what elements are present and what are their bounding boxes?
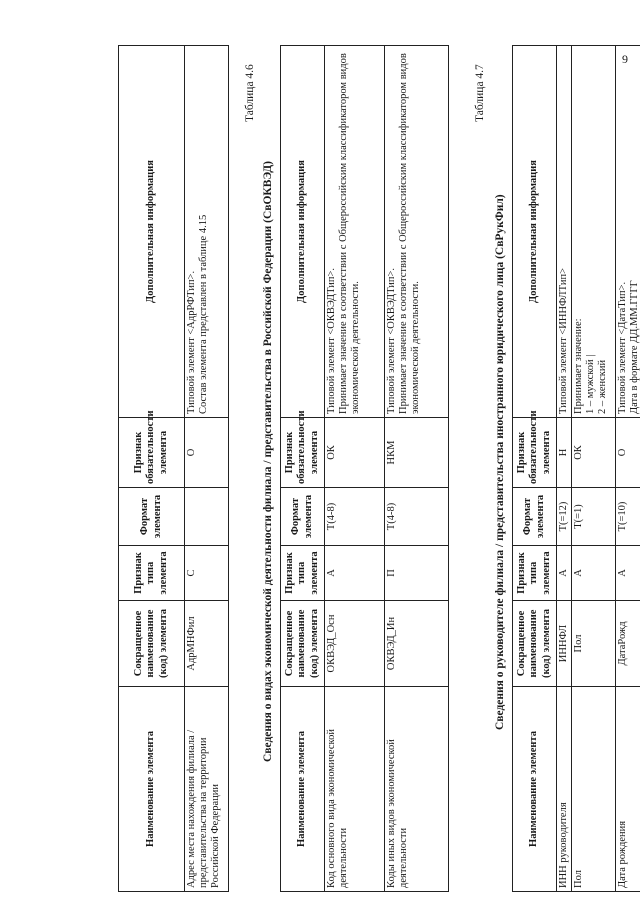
- cell-type: А: [616, 546, 640, 601]
- cell-name: ИНН руководителя: [557, 687, 572, 892]
- cell-info: Принимает значение: 1 – мужской | 2 – женский: [572, 46, 616, 418]
- table-header-row: [513, 46, 557, 892]
- col-header-code: Сокращенное наименование (код) элемента: [119, 601, 185, 687]
- cell-info: Типовой элемент <ДатаТип>. Дата в формате ДД.ММ.ГГГГ: [616, 46, 640, 418]
- cell-name: Адрес места нахождения филиала / представительства на территории Российской Федерации: [185, 687, 229, 892]
- cell-code: Пол: [572, 601, 616, 687]
- cell-required: О: [185, 418, 229, 488]
- col-header-code: Сокращенное наименование (код) элемента: [281, 601, 325, 687]
- col-header-name: Наименование элемента: [513, 687, 557, 892]
- cell-info: Типовой элемент <АдрРФТип>. Состав элемента представлен в таблице 4.15: [185, 46, 229, 418]
- col-header-info: Дополнительная информация: [119, 46, 185, 418]
- table-header-row: [119, 46, 185, 892]
- cell-code: ОКВЭД_Ин: [385, 601, 449, 687]
- cell-format: T(=1): [572, 488, 616, 546]
- table-head-person: [512, 45, 640, 892]
- col-header-type: Признак типа элемента: [119, 546, 185, 601]
- cell-type: А: [572, 546, 616, 601]
- page-number: 9: [622, 52, 628, 66]
- cell-name: Код основного вида экономической деятельности: [325, 687, 385, 892]
- col-header-required: Признак обязательности элемента: [281, 418, 325, 488]
- table-address: [118, 45, 229, 892]
- table-label: Таблица 4.7: [474, 64, 486, 122]
- cell-required: О: [616, 418, 640, 488]
- table-row: [185, 46, 229, 892]
- col-header-required: Признак обязательности элемента: [119, 418, 185, 488]
- cell-info: Типовой элемент <ОКВЭДТип>. Принимает значение в соответствии с Общероссийским классификатором видов экономической деятельности.: [385, 46, 449, 418]
- cell-code: ДатаРожд: [616, 601, 640, 687]
- cell-required: НКМ: [385, 418, 449, 488]
- col-header-name: Наименование элемента: [281, 687, 325, 892]
- cell-type: П: [385, 546, 449, 601]
- cell-format: T(=10): [616, 488, 640, 546]
- cell-info: Типовой элемент <ОКВЭДТип>. Принимает значение в соответствии с Общероссийским классификатором видов экономической деятельности.: [325, 46, 385, 418]
- cell-type: А: [325, 546, 385, 601]
- col-header-info: Дополнительная информация: [513, 46, 557, 418]
- table-row: [557, 46, 572, 892]
- cell-required: Н: [557, 418, 572, 488]
- cell-name: Дата рождения: [616, 687, 640, 892]
- cell-required: ОК: [325, 418, 385, 488]
- col-header-format: Формат элемента: [281, 488, 325, 546]
- col-header-type: Признак типа элемента: [513, 546, 557, 601]
- table-label: Таблица 4.6: [244, 64, 256, 122]
- cell-format: [185, 488, 229, 546]
- col-header-name: Наименование элемента: [119, 687, 185, 892]
- cell-code: ИННФЛ: [557, 601, 572, 687]
- table-row: [325, 46, 385, 892]
- cell-type: А: [557, 546, 572, 601]
- cell-format: T(4-8): [385, 488, 449, 546]
- col-header-format: Формат элемента: [119, 488, 185, 546]
- cell-required: ОК: [572, 418, 616, 488]
- section-title: Сведения о руководителе филиала / представительства иностранного юридического лица (СвРукФил): [494, 194, 506, 730]
- cell-name: Коды иных видов экономической деятельности: [385, 687, 449, 892]
- cell-type: С: [185, 546, 229, 601]
- table-okved: [280, 45, 449, 892]
- col-header-required: Признак обязательности элемента: [513, 418, 557, 488]
- col-header-type: Признак типа элемента: [281, 546, 325, 601]
- cell-format: T(=12): [557, 488, 572, 546]
- col-header-code: Сокращенное наименование (код) элемента: [513, 601, 557, 687]
- cell-name: Пол: [572, 687, 616, 892]
- cell-code: ОКВЭД_Осн: [325, 601, 385, 687]
- table-row: [385, 46, 449, 892]
- col-header-format: Формат элемента: [513, 488, 557, 546]
- cell-code: АдрМНФил: [185, 601, 229, 687]
- table-row: [572, 46, 616, 892]
- rotated-sheet: [66, 36, 640, 896]
- table-row: [616, 46, 640, 892]
- section-title: Сведения о видах экономической деятельности филиала / представительства в Российской Федерации (СвОКВЭД): [262, 160, 274, 762]
- table-header-row: [281, 46, 325, 892]
- cell-info: Типовой элемент <ИННФЛТип>: [557, 46, 572, 418]
- col-header-info: Дополнительная информация: [281, 46, 325, 418]
- cell-format: T(4-8): [325, 488, 385, 546]
